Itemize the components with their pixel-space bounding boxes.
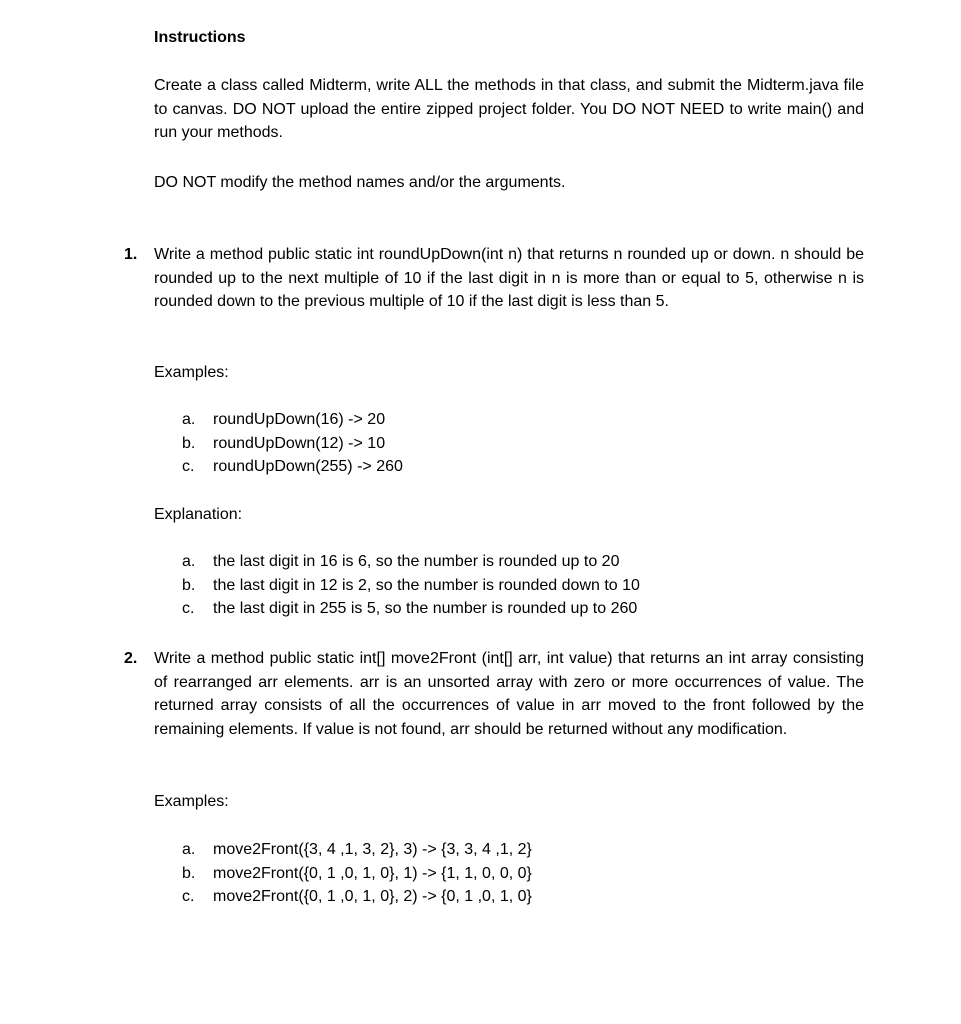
question-2-text: Write a method public static int[] move2Front (int[] arr, int value) that returns an int array consisting of rearranged arr elements. arr is an unsorted array with zero or more occurrences of value. The returned array consists of all the occurrences of value in arr moved to the front followed by the remaining elements. If value is not found, arr should be returned without any modification. (154, 650, 864, 738)
list-item-text: move2Front({0, 1 ,0, 1, 0}, 1) -> {1, 1, 0, 0, 0} (213, 864, 532, 882)
instructions-paragraph: Create a class called Midterm, write ALL the methods in that class, and submit the Midterm.java file to canvas. DO NOT upload the entire zipped project folder. You DO NOT NEED to write main() and run your methods. (154, 77, 864, 141)
list-item (182, 885, 532, 909)
list-item (182, 838, 532, 862)
instructions-heading: Instructions (154, 29, 246, 46)
list-item-letter: c. (182, 888, 195, 905)
list-item-letter: b. (182, 864, 196, 882)
list-item-text: roundUpDown(12) -> 10 (213, 434, 386, 452)
list-item-text: move2Front({0, 1 ,0, 1, 0}, 2) -> {0, 1 ,0, 1, 0} (213, 888, 532, 905)
question-1-explanation-list (182, 550, 640, 621)
list-item-text: roundUpDown(16) -> 20 (213, 411, 386, 428)
list-item-text: move2Front({3, 4 ,1, 3, 2}, 3) -> {3, 3, 4 ,1, 2} (213, 841, 532, 858)
list-item (182, 597, 640, 621)
list-item-letter: c. (182, 458, 195, 475)
list-item-letter: a. (182, 841, 196, 858)
question-1-examples-label: Examples: (154, 364, 229, 381)
list-item-letter: b. (182, 434, 196, 452)
question-1-examples-list (182, 408, 403, 479)
list-item-letter: c. (182, 600, 195, 617)
list-item (182, 408, 403, 432)
list-item-letter: b. (182, 576, 196, 594)
list-item-letter: a. (182, 553, 196, 570)
question-1-explanation-label: Explanation: (154, 506, 243, 523)
list-item (182, 550, 640, 574)
list-item (182, 432, 403, 456)
list-item-letter: a. (182, 411, 196, 428)
list-item (182, 574, 640, 598)
question-2-examples-label: Examples: (154, 793, 229, 810)
list-item-text: roundUpDown(255) -> 260 (213, 458, 403, 475)
list-item-text: the last digit in 12 is 2, so the number is rounded down to 10 (213, 576, 640, 594)
question-1-text: Write a method public static int roundUpDown(int n) that returns n rounded up or down. n should be rounded up to the next multiple of 10 if the last digit in n is more than or equal to 5, otherwise n is rounded down to the previous multiple of 10 if the last digit is less than 5. (154, 246, 864, 310)
instructions-warning: DO NOT modify the method names and/or the arguments. (154, 174, 566, 191)
list-item-text: the last digit in 16 is 6, so the number is rounded up to 20 (213, 553, 620, 570)
question-2-number: 2. (124, 650, 138, 667)
question-2-examples-list (182, 838, 532, 909)
list-item (182, 455, 403, 479)
list-item-text: the last digit in 255 is 5, so the number is rounded up to 260 (213, 600, 638, 617)
list-item (182, 862, 532, 886)
question-1-number: 1. (124, 246, 138, 263)
